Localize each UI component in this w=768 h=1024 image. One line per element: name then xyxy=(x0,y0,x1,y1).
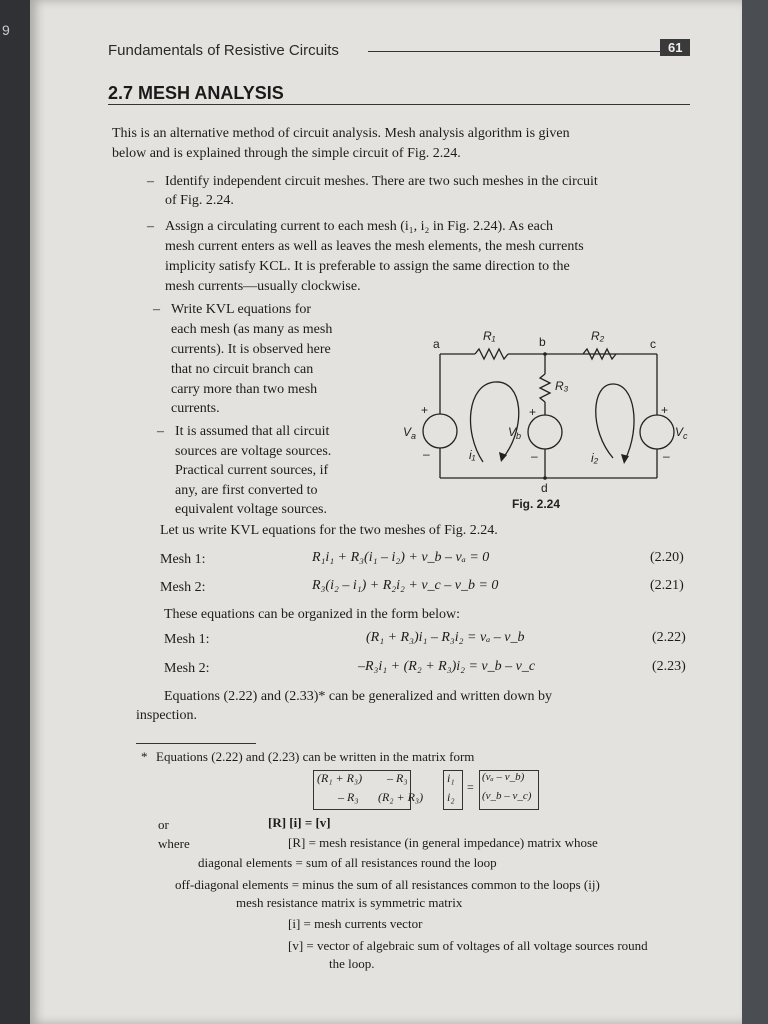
i2-label: i₂ xyxy=(591,451,599,465)
vc-label: $V_c$ xyxy=(675,425,688,441)
page-number: 61 xyxy=(660,39,690,56)
eq-number-2-21: (2.21) xyxy=(650,578,684,593)
source-vc xyxy=(640,415,674,449)
figure-caption: Fig. 2.24 xyxy=(512,497,561,511)
bullet-2-line-3: implicity satisfy KCL. It is preferable to assign the same direction to the xyxy=(165,259,570,274)
bullet-3-line-4: that no circuit branch can xyxy=(171,362,314,377)
node-d-label: d xyxy=(541,481,548,495)
bullet-dash: – xyxy=(157,424,164,439)
mesh-current-i2 xyxy=(596,384,634,460)
matrix-r-22: (R₂ + R₃) xyxy=(378,790,424,804)
section-rule xyxy=(108,104,690,105)
eq-number-2-22: (2.22) xyxy=(652,630,686,645)
resistor-r3 xyxy=(540,374,550,402)
circuit-figure xyxy=(395,322,705,520)
eq-number-2-20: (2.20) xyxy=(650,550,684,565)
intro-line-1: This is an alternative method of circuit analysis. Mesh analysis algorithm is given xyxy=(112,126,570,141)
footnote-offdiagonal: off-diagonal elements = minus the sum of all resistances common to the loops (ij) xyxy=(175,877,600,892)
footnote-or: or xyxy=(158,817,169,832)
bullet-4-line-1: It is assumed that all circuit xyxy=(175,424,330,439)
footnote-v-def-1: [v] = vector of algebraic sum of voltages of all voltage sources round xyxy=(288,938,648,953)
mesh1b-label: Mesh 1: xyxy=(164,632,210,647)
bullet-2-line-1: Assign a circulating current to each mesh (i₁, i₂ in Fig. 2.24). As each xyxy=(165,219,554,234)
mesh2-label: Mesh 2: xyxy=(160,580,206,595)
bullet-4-line-2: sources are voltage sources. xyxy=(175,444,332,459)
running-head: Fundamentals of Resistive Circuits xyxy=(108,42,339,59)
source-vb xyxy=(528,415,562,449)
general-line-2: inspection. xyxy=(136,708,198,723)
arrow-i2 xyxy=(621,454,629,464)
va-minus: – xyxy=(423,447,430,461)
vb-label: $V_b$ xyxy=(508,425,522,441)
node-d-dot xyxy=(543,476,547,480)
bullet-4-line-3: Practical current sources, if xyxy=(175,463,329,478)
general-line-1: Equations (2.22) and (2.33)* can be generalized and written down by xyxy=(164,689,552,704)
bullet-4-line-5: equivalent voltage sources. xyxy=(175,502,328,517)
mesh-current-i1 xyxy=(471,382,522,462)
mesh1-label: Mesh 1: xyxy=(160,552,206,567)
bullet-3-line-3: currents). It is observed here xyxy=(171,342,331,357)
book-binding xyxy=(0,0,30,1024)
matrix-v-2: (v_b – v_c) xyxy=(482,790,532,802)
footnote-symmetric: mesh resistance matrix is symmetric matrix xyxy=(236,895,463,910)
node-b-label: b xyxy=(539,335,546,349)
organize-line: These equations can be organized in the form below: xyxy=(164,607,460,622)
footnote-matrix-intro: Equations (2.22) and (2.23) can be written in the matrix form xyxy=(156,749,475,764)
resistor-r1 xyxy=(475,349,508,359)
node-a-label: a xyxy=(433,337,440,351)
source-va xyxy=(423,414,457,448)
footnote-rule xyxy=(136,743,256,744)
mesh2-equation: R₃(i₂ – i₁) + R₂i₂ + v_c – v_b = 0 xyxy=(312,578,499,593)
vc-minus: – xyxy=(663,449,670,463)
footnote-diagonal: diagonal elements = sum of all resistances round the loop xyxy=(198,855,497,870)
kvl-lead: Let us write KVL equations for the two meshes of Fig. 2.24. xyxy=(160,523,498,538)
bullet-dash: – xyxy=(153,302,160,317)
intro-line-2: below and is explained through the simple circuit of Fig. 2.24. xyxy=(112,146,461,161)
mesh2b-equation: –R₃i₁ + (R₂ + R₃)i₂ = v_b – v_c xyxy=(358,659,536,674)
matrix-equals: = xyxy=(467,780,474,794)
matrix-r-12: – R₃ xyxy=(387,771,408,785)
bullet-dash: – xyxy=(147,219,154,234)
bullet-3-line-5: carry more than two mesh xyxy=(171,382,318,397)
vb-plus: + xyxy=(529,405,537,419)
matrix-v-1: (vₐ – v_b) xyxy=(482,771,525,783)
matrix-i-1: i₁ xyxy=(447,771,455,785)
vb-minus: – xyxy=(531,449,538,463)
matrix-i-2: i₂ xyxy=(447,790,455,804)
r2-label: R₂ xyxy=(591,329,605,343)
footnote-where: where xyxy=(158,836,190,851)
matrix-r-21: – R₃ xyxy=(338,790,359,804)
matrix-r-11: (R₁ + R₃) xyxy=(317,771,363,785)
bullet-dash: – xyxy=(147,174,154,189)
mesh1b-equation: (R₁ + R₃)i₁ – R₃i₂ = vₐ – v_b xyxy=(366,630,525,645)
node-b-dot xyxy=(543,352,547,356)
bullet-2-line-4: mesh currents—usually clockwise. xyxy=(165,279,361,294)
bullet-4-line-4: any, are first converted to xyxy=(175,483,318,498)
node-c-label: c xyxy=(650,337,656,351)
bullet-1-line-1: Identify independent circuit meshes. There are two such meshes in the circuit xyxy=(165,174,598,189)
r3-label: R₃ xyxy=(555,379,569,393)
footnote-star: * xyxy=(141,749,148,764)
bullet-2-line-2: mesh current enters as well as leaves the mesh elements, the mesh currents xyxy=(165,239,584,254)
va-label: $V_a$ xyxy=(403,425,417,441)
footnote-r-def: [R] = mesh resistance (in general impedance) matrix whose xyxy=(288,835,598,850)
mesh1-equation: R₁i₁ + R₃(i₁ – i₂) + v_b – vₐ = 0 xyxy=(312,550,490,565)
va-plus: + xyxy=(421,403,429,417)
mesh2b-label: Mesh 2: xyxy=(164,661,210,676)
r1-label: R₁ xyxy=(483,329,496,343)
bullet-1-line-2: of Fig. 2.24. xyxy=(165,193,234,208)
footnote-matrix-eq: [R] [i] = [v] xyxy=(268,815,331,830)
bullet-3-line-1: Write KVL equations for xyxy=(171,302,312,317)
corner-mark: 9 xyxy=(2,22,10,38)
eq-number-2-23: (2.23) xyxy=(652,659,686,674)
bullet-3-line-6: currents. xyxy=(171,401,220,416)
i1-label: i₁ xyxy=(469,448,476,462)
bullet-3-line-2: each mesh (as many as mesh xyxy=(171,322,333,337)
footnote-i-def: [i] = mesh currents vector xyxy=(288,916,423,931)
section-title: 2.7 MESH ANALYSIS xyxy=(108,83,284,103)
vc-plus: + xyxy=(661,403,669,417)
footnote-v-def-2: the loop. xyxy=(329,956,375,971)
running-head-rule xyxy=(368,51,660,52)
